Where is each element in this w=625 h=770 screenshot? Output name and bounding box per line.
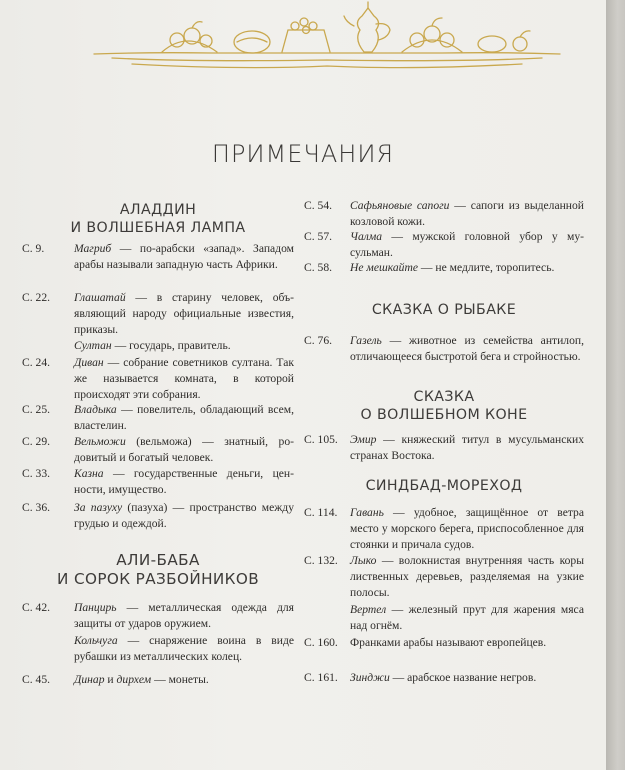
note-text: — сапоги из выделанной козловой кожи. <box>350 199 584 228</box>
note-term: Магриб <box>74 242 112 255</box>
note-text: — в старину человек, объявляющий народу официальные известия, приказы. <box>74 291 294 336</box>
note-term: Вертел <box>350 603 387 616</box>
note-text: — металлическая одежда для защиты от ударов оружием. <box>74 601 294 630</box>
note-text: — монеты. <box>151 673 209 686</box>
section-heading-fisherman <box>304 301 584 319</box>
note-term: Зинджи <box>350 671 390 684</box>
note-entry <box>22 600 294 632</box>
note-entry <box>304 553 584 601</box>
section-heading-ali-baba <box>22 551 294 589</box>
note-term: Эмир <box>350 433 377 446</box>
note-entry <box>22 434 294 466</box>
section-heading-sindbad <box>304 477 584 495</box>
note-term: Сафьяновые сапоги <box>350 199 450 212</box>
note-term: Глашатай <box>74 291 126 304</box>
note-text: (пазуха) — пространство между грудью и одеждой. <box>74 501 294 530</box>
note-text: — арабское название негров. <box>389 671 537 684</box>
note-term: Владыка <box>74 403 117 416</box>
note-text: — государь, правитель. <box>111 339 231 352</box>
note-text: — по-арабски «запад». Западом арабы называли западную часть Африки. <box>74 242 294 271</box>
note-text: — княжеский титул в мусульманских странах Востока. <box>350 433 584 462</box>
note-term: Чалма <box>350 230 383 243</box>
note-term: Газель <box>350 334 382 347</box>
note-text: — собрание советников султана. Так же называется комната, в которой происходят эти собрания. <box>74 356 294 401</box>
note-text: — не медлите, торопитесь. <box>417 261 555 274</box>
page-ref: С. 76. <box>304 334 333 347</box>
section-heading-line: О ВОЛШЕБНОМ КОНЕ <box>360 407 528 423</box>
note-text: — снаряжение воина в виде рубашки из металлических колец. <box>74 634 294 663</box>
note-entry <box>22 241 294 273</box>
page-ref: С. 36. <box>22 501 51 514</box>
section-heading-line: АЛИ-БАБА <box>116 551 200 569</box>
note-text: (вельможа) — знатный, родовитый и богатый человек. <box>74 435 294 464</box>
page-ref: С. 24. <box>22 356 51 369</box>
page-ref: С. 160. <box>304 636 338 649</box>
note-text: Франками арабы называют европейцев. <box>350 636 547 649</box>
page-title: ПРИМЕЧАНИЯ <box>211 140 395 168</box>
note-entry <box>22 290 294 338</box>
section-heading-line: И СОРОК РАЗБОЙНИКОВ <box>56 570 260 588</box>
note-entry <box>22 500 294 532</box>
page-ref: С. 45. <box>22 673 51 686</box>
note-term: дирхем <box>116 673 152 686</box>
page-ref: С. 54. <box>304 199 333 212</box>
note-term: Диван <box>74 356 104 369</box>
section-heading-magic-horse <box>304 388 584 424</box>
note-text: и <box>104 673 117 686</box>
note-entry <box>22 466 294 498</box>
note-entry <box>304 229 584 261</box>
note-entry <box>22 633 294 665</box>
note-entry <box>22 672 294 688</box>
note-term: Динар <box>74 673 105 686</box>
section-heading-line: СКАЗКА <box>413 389 475 405</box>
note-entry <box>304 432 584 464</box>
page-ref: С. 29. <box>22 435 51 448</box>
note-entry <box>304 198 584 230</box>
page-ref: С. 9. <box>22 242 45 255</box>
section-heading-aladdin <box>22 201 294 237</box>
note-term: Не мешкайте <box>350 261 418 274</box>
page-ref: С. 42. <box>22 601 51 614</box>
page-ref: С. 22. <box>22 291 51 304</box>
note-term: Кольчуга <box>74 634 118 647</box>
note-text: — государственные деньги, ценности, имущество. <box>74 467 294 496</box>
note-entry <box>304 602 584 634</box>
section-heading-line: И ВОЛШЕБНАЯ ЛАМПА <box>70 220 246 236</box>
note-text: — железный прут для жарения мяса над огнём. <box>350 603 584 632</box>
note-term: Лыко <box>350 554 377 567</box>
note-entry <box>22 355 294 403</box>
note-term: Вельможи <box>74 435 126 448</box>
section-heading-line: СИНДБАД-МОРЕХОД <box>365 478 523 494</box>
page-ref: С. 114. <box>304 506 338 519</box>
page-ref: С. 58. <box>304 261 333 274</box>
page-ref: С. 105. <box>304 433 338 446</box>
note-text: — удобное, защищённое от ветра место у морского берега, приспособленное для стоянки и причала судов. <box>350 506 584 551</box>
page-ref: С. 33. <box>22 467 51 480</box>
note-text: — мужской головной убор у мусульман. <box>350 230 584 259</box>
note-text: — животное из семейства антилоп, отличающееся быстротой бега и стройностью. <box>350 334 584 363</box>
note-text: — повелитель, обладающий всем, властелин. <box>74 403 294 432</box>
page-ref: С. 132. <box>304 554 338 567</box>
note-entry <box>304 635 584 651</box>
note-entry <box>22 338 294 354</box>
note-term: За пазуху <box>74 501 123 514</box>
page-ref: С. 57. <box>304 230 333 243</box>
page-ref: С. 25. <box>22 403 51 416</box>
note-entry <box>304 505 584 553</box>
note-term: Панцирь <box>74 601 117 614</box>
still-life-ornament <box>92 0 562 78</box>
page-edge <box>606 0 625 770</box>
note-term: Гавань <box>350 506 384 519</box>
section-heading-line: СКАЗКА О РЫБАКЕ <box>371 302 517 318</box>
page-ref: С. 161. <box>304 671 338 684</box>
note-entry <box>304 670 584 686</box>
note-term: Султан <box>74 339 112 352</box>
note-entry <box>304 260 584 276</box>
note-term: Казна <box>74 467 104 480</box>
note-entry <box>22 402 294 434</box>
note-entry <box>304 333 584 365</box>
note-text: — волокнистая внутренняя часть коры лиственных деревьев, разделяемая на узкие полосы. <box>350 554 584 599</box>
section-heading-line: АЛАДДИН <box>119 202 197 218</box>
